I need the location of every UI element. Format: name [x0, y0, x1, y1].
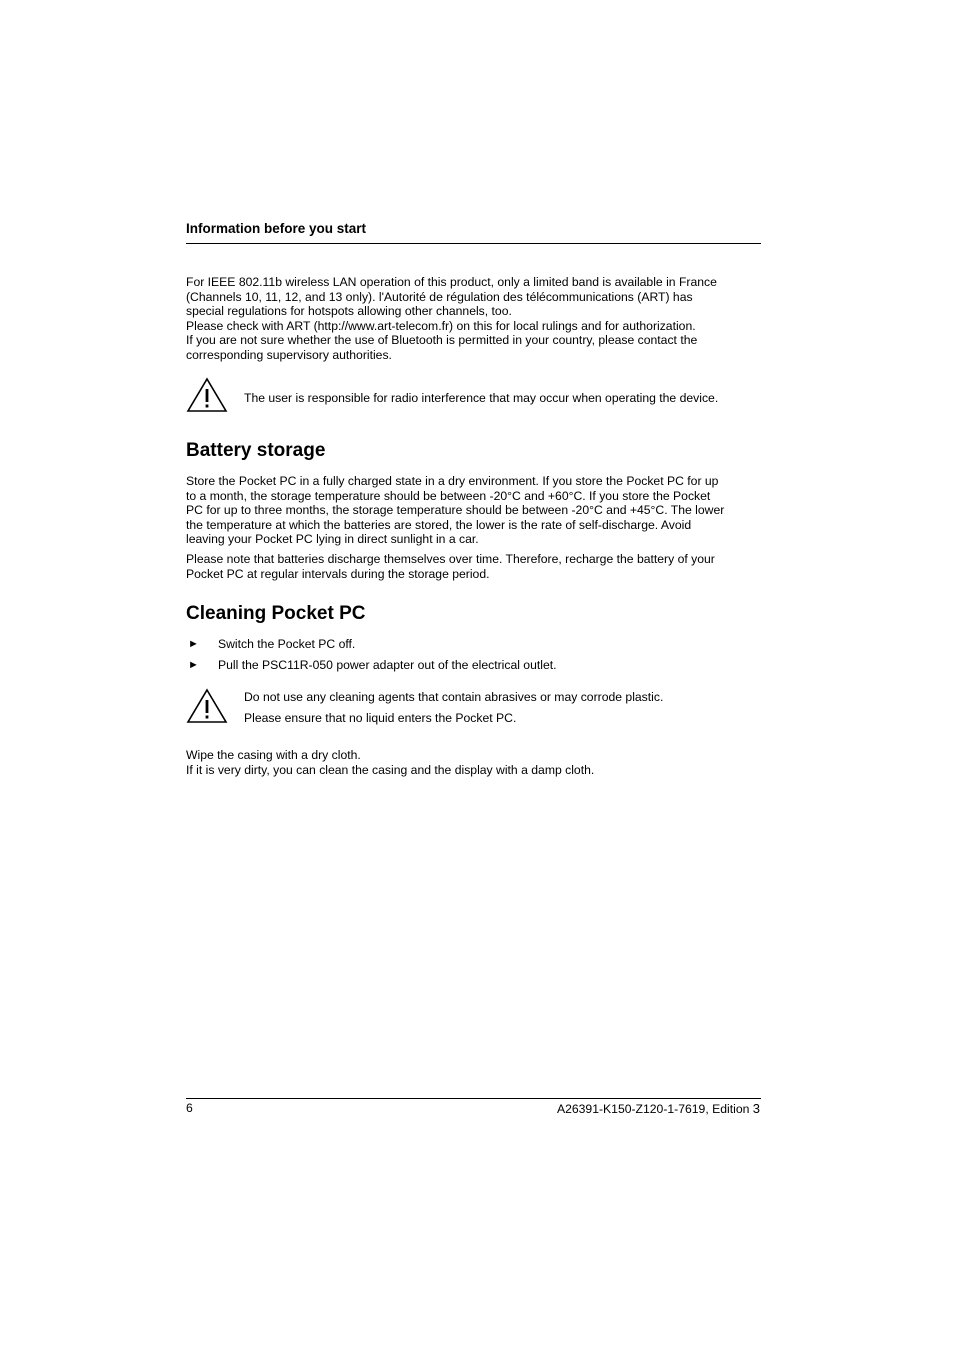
intro-line: Please check with ART (http://www.art-telecom.fr) on this for local rulings and for authorization.	[186, 318, 696, 333]
battery-line: PC for up to three months, the storage temperature should be between -20°C and +45°C. The lower	[186, 503, 725, 517]
warning-text: The user is responsible for radio interference that may occur when operating the device.	[244, 391, 719, 405]
cleaning-closing-paragraph	[186, 748, 761, 777]
edition-number: 3	[752, 1101, 760, 1116]
step-text: Pull the PSC11R-050 power adapter out of the electrical outlet.	[218, 658, 557, 672]
battery-line: the temperature at which the batteries are stored, the lower is the rate of self-discharge. Avoid	[186, 517, 692, 532]
closing-line: If it is very dirty, you can clean the casing and the display with a damp cloth.	[186, 762, 595, 777]
battery-paragraph-2	[186, 552, 761, 581]
battery-line: leaving your Pocket PC lying in direct sunlight in a car.	[186, 532, 479, 546]
footer-rule	[186, 1098, 761, 1099]
battery-paragraph-1	[186, 474, 761, 547]
bullet-arrow-icon: ►	[188, 638, 199, 650]
step-text: Switch the Pocket PC off.	[218, 637, 356, 651]
battery-line: Store the Pocket PC in a fully charged state in a dry environment. If you store the Pocket PC for up	[186, 474, 719, 488]
bullet-arrow-icon: ►	[188, 659, 199, 671]
document-id-text: A26391-K150-Z120-1-7619, Edition	[556, 1102, 753, 1116]
battery-line: to a month, the storage temperature should be between -20°C and +60°C. If you store the Pocket	[186, 488, 711, 503]
page-header-title: Information before you start	[186, 221, 367, 236]
section-heading-cleaning: Cleaning Pocket PC	[186, 603, 366, 624]
battery-line: Pocket PC at regular intervals during the storage period.	[186, 566, 490, 581]
battery-line: Please note that batteries discharge themselves over time. Therefore, recharge the battery of your	[186, 552, 715, 566]
cleaning-warning-line-1: Do not use any cleaning agents that contain abrasives or may corrode plastic.	[244, 690, 664, 704]
intro-line: special regulations for hotspots allowing other channels, too.	[186, 304, 512, 318]
intro-paragraph	[186, 275, 761, 362]
warning-triangle-icon	[186, 688, 228, 724]
closing-line: Wipe the casing with a dry cloth.	[186, 748, 361, 762]
page-number: 6	[186, 1101, 193, 1115]
header-rule	[186, 243, 761, 244]
intro-line: (Channels 10, 11, 12, and 13 only). l'Autorité de régulation des télécommunications (ART) has	[186, 289, 693, 304]
intro-line: If you are not sure whether the use of Bluetooth is permitted in your country, please contact the	[186, 333, 698, 347]
intro-line: corresponding supervisory authorities.	[186, 347, 392, 362]
document-id	[557, 1101, 760, 1116]
intro-line: For IEEE 802.11b wireless LAN operation of this product, only a limited band is available in France	[186, 275, 717, 289]
section-heading-battery: Battery storage	[186, 440, 326, 461]
warning-triangle-icon	[186, 377, 228, 413]
cleaning-warning-line-2: Please ensure that no liquid enters the Pocket PC.	[244, 711, 517, 725]
